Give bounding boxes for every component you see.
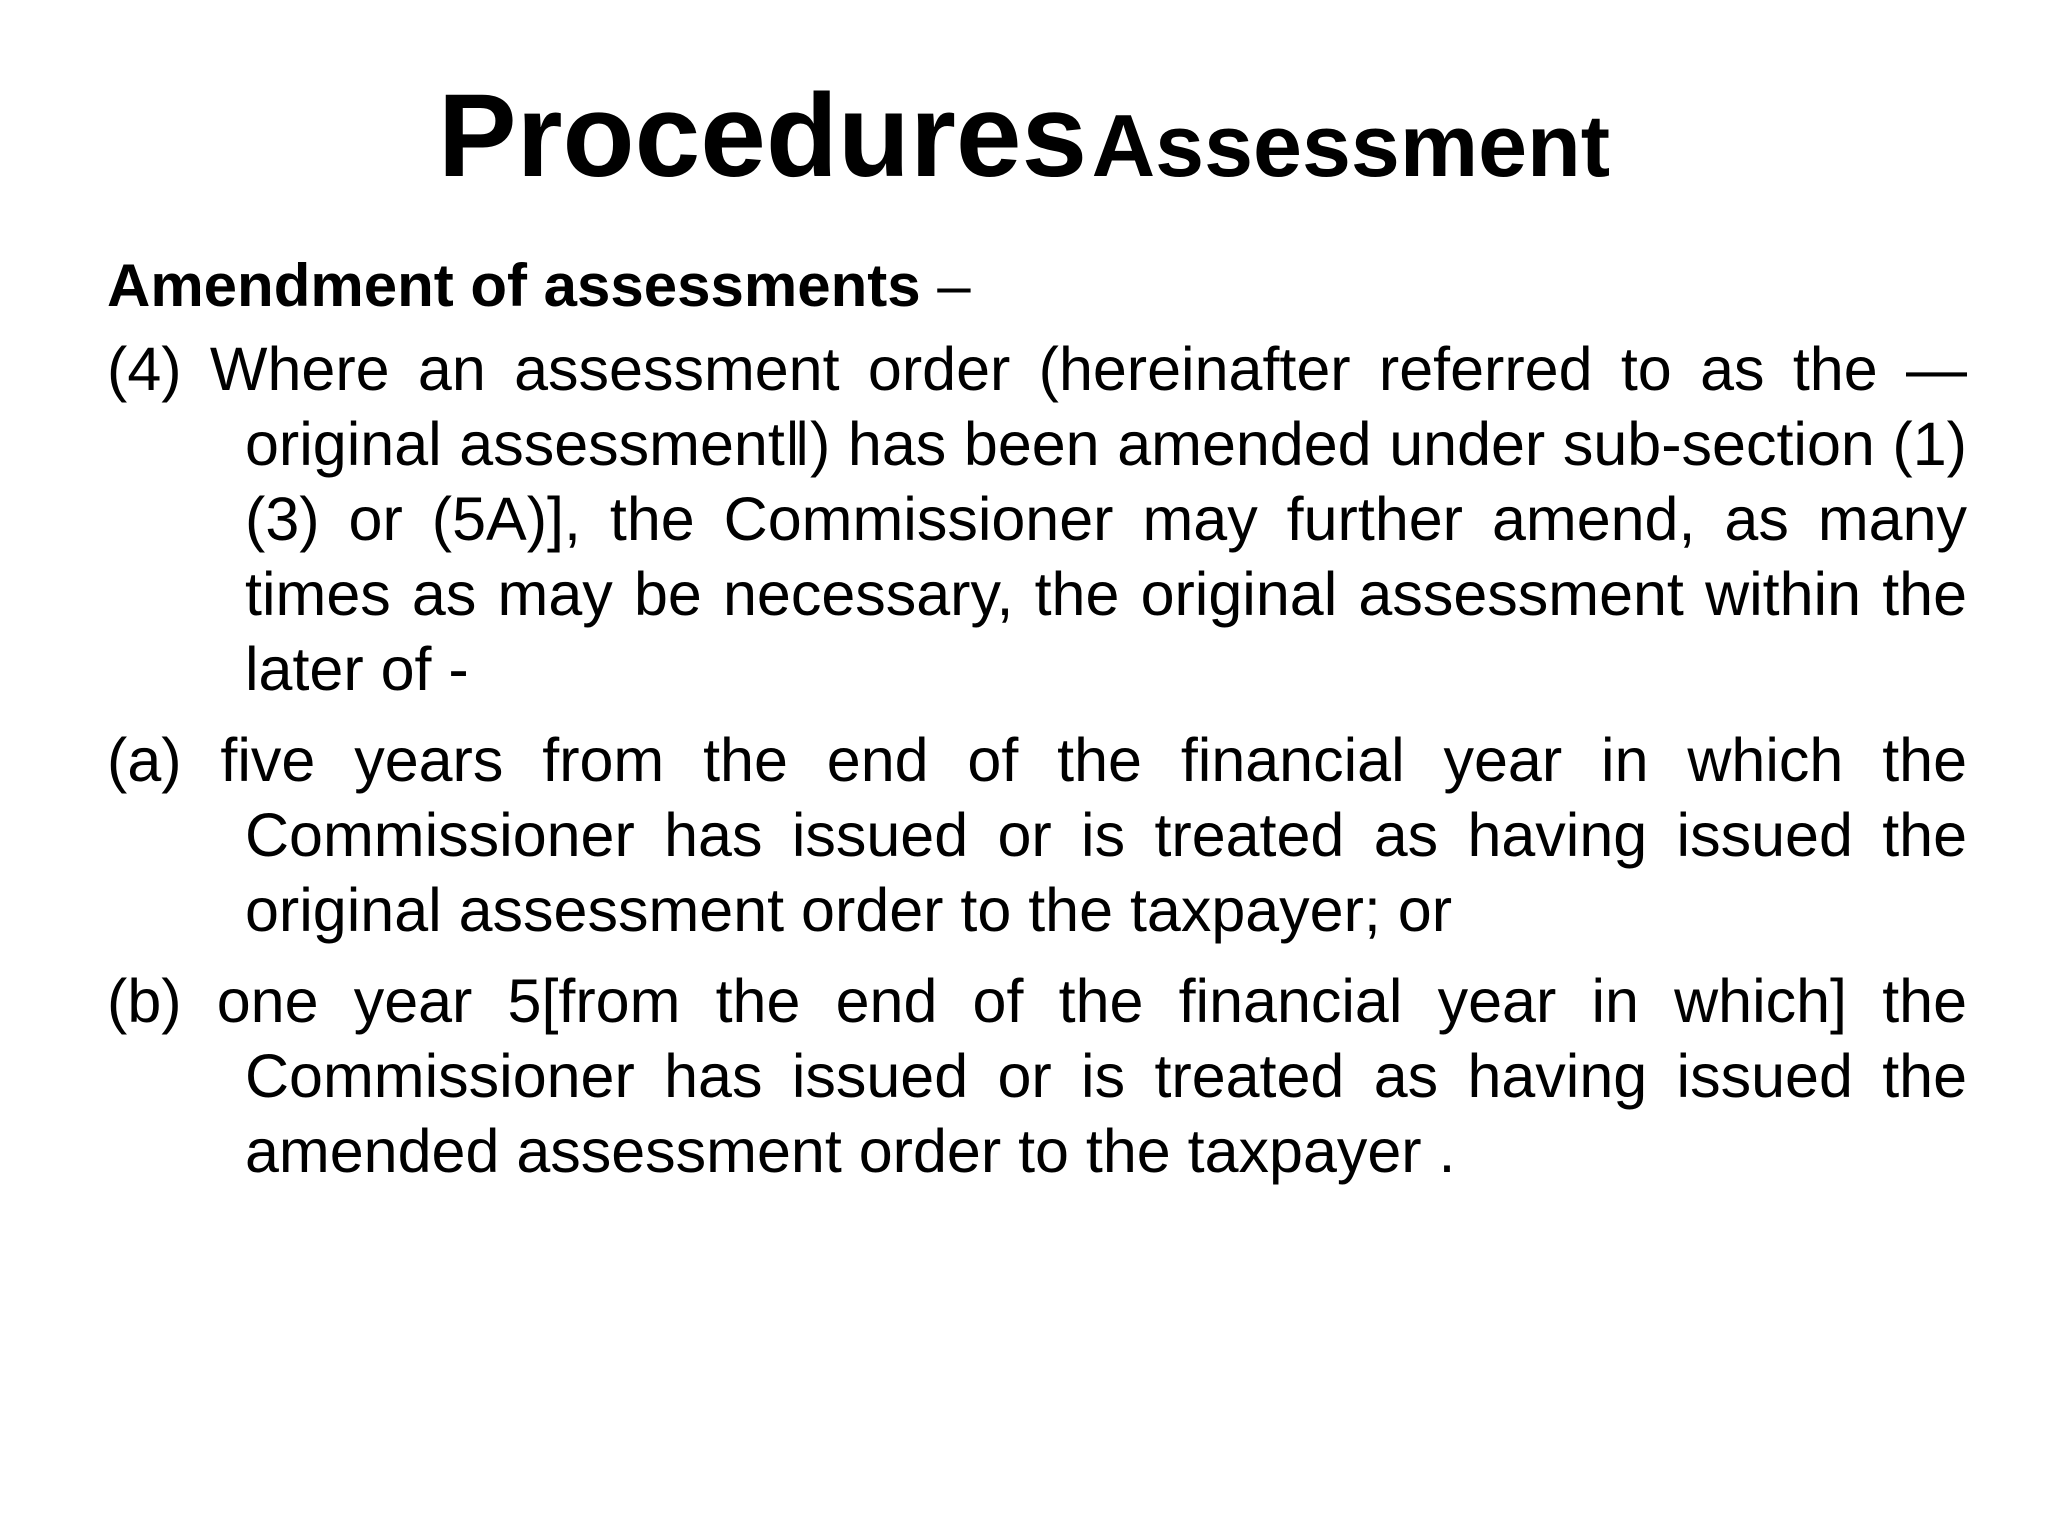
slide-title — [0, 72, 2048, 202]
clause-b: (b) one year 5[from the end of the financial year in which] the Commissioner has issued or is treated as having issued the amended assessment order to the taxpayer . — [107, 967, 1967, 1185]
section-heading-bold: Amendment of assessments — [107, 252, 921, 319]
section-heading-dash: – — [920, 252, 971, 319]
clause-4: (4) Where an assessment order (hereinafter referred to as the —original assessment‖) has been amended under sub-section (1) (3) or (5A)], the Commissioner may further amend, as many times as may be necessary, the original assessment within the later of - — [107, 335, 1967, 703]
title-sub: Assessment — [1091, 96, 1611, 195]
clause-a: (a) five years from the end of the financial year in which the Commissioner has issued or is treated as having issued the original assessment order to the taxpayer; or — [107, 726, 1967, 944]
slide-body — [107, 248, 1967, 1205]
title-main: Procedures — [437, 70, 1088, 202]
section-heading — [107, 248, 1967, 324]
